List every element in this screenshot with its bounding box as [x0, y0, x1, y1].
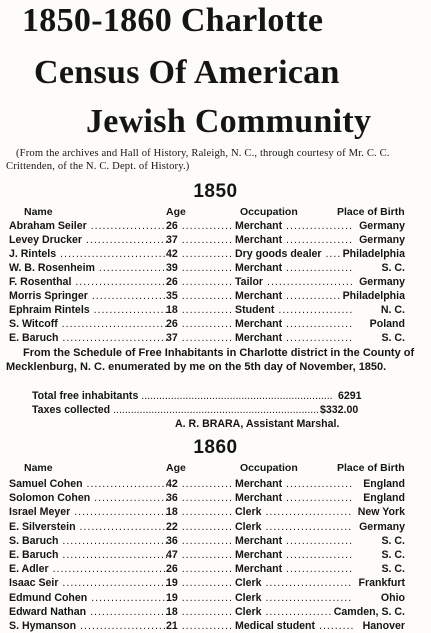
table-row — [0, 219, 431, 233]
headline-line-1: 1850-1860 Charlotte — [22, 2, 324, 39]
table-row — [0, 275, 431, 289]
table-row — [0, 491, 431, 505]
row-name: Edmund Cohen ..... — [9, 591, 167, 605]
row-birthplace: Frankfurt — [358, 577, 405, 590]
row-occupation: Merchant ..... — [235, 261, 353, 275]
row-occupation: Student ..... — [235, 303, 353, 317]
row-age: 47 ..... — [166, 548, 232, 562]
row-name: Solomon Cohen ..... — [9, 491, 167, 505]
row-occupation: Merchant ..... — [235, 491, 353, 505]
row-occupation: Merchant ..... — [235, 477, 353, 491]
taxes-label: Taxes collected ..... — [32, 404, 332, 416]
row-occupation: Merchant ..... — [235, 289, 353, 303]
row-birthplace: S. C. — [381, 332, 405, 344]
table-row — [0, 591, 431, 605]
row-age: 42 ..... — [166, 247, 232, 261]
row-age: 35 ..... — [166, 289, 232, 303]
col-age: Age — [166, 206, 186, 218]
row-occupation: Dry goods dealer ..... — [235, 247, 353, 261]
row-age: 18 ..... — [166, 505, 232, 519]
row-birthplace: N. C. — [380, 304, 405, 316]
row-age: 26 ..... — [166, 317, 232, 331]
table-row — [0, 289, 431, 303]
row-age: 36 ..... — [166, 491, 232, 505]
row-name: S. Hymanson ..... — [9, 619, 167, 633]
row-age: 36 ..... — [166, 534, 232, 548]
row-name: S. Witcoff ..... — [9, 317, 167, 331]
total-inhabitants-line — [0, 390, 431, 404]
row-name: J. Rintels ..... — [9, 247, 167, 261]
row-occupation: Merchant ..... — [235, 562, 353, 576]
row-name: E. Baruch ..... — [9, 331, 167, 345]
row-birthplace: England — [363, 478, 405, 490]
table-row — [0, 605, 431, 619]
source-note: (From the archives and Hall of History, Raleigh, N. C., through courtesy of Mr. C. C. Crittenden, of the N. C. Dept. of History.) — [6, 148, 390, 172]
table-row — [0, 562, 431, 576]
row-occupation: Merchant ..... — [235, 233, 353, 247]
row-occupation: Merchant ..... — [235, 548, 353, 562]
col-name: Name — [24, 462, 53, 474]
row-birthplace: Poland — [369, 318, 405, 330]
row-name: E. Silverstein ..... — [9, 520, 167, 534]
row-age: 18 ..... — [166, 605, 232, 619]
year-heading-1850: 1850 — [193, 181, 238, 202]
row-age: 18 ..... — [166, 303, 232, 317]
row-birthplace: New York — [357, 506, 405, 519]
row-name: Edward Nathan ..... — [9, 605, 167, 619]
table-row — [0, 317, 431, 331]
row-name: E. Adler ..... — [9, 562, 167, 576]
row-birthplace: Philadelphia — [342, 248, 405, 260]
col-occupation: Occupation — [240, 462, 298, 474]
row-age: 39 ..... — [166, 261, 232, 275]
row-birthplace: Philadelphia — [342, 290, 405, 302]
row-birthplace: Germany — [359, 520, 405, 533]
row-age: 26 ..... — [166, 219, 232, 233]
table-row — [0, 303, 431, 317]
row-name: Israel Meyer ..... — [9, 505, 167, 519]
row-age: 37 ..... — [166, 233, 232, 247]
row-occupation: Merchant ..... — [235, 317, 353, 331]
col-birthplace: Place of Birth — [337, 206, 405, 218]
row-name: Samuel Cohen ..... — [9, 477, 167, 491]
row-occupation: Tailor ..... — [235, 275, 353, 289]
row-occupation: Clerk ..... — [235, 605, 353, 619]
row-age: 19 ..... — [166, 591, 232, 605]
column-headers-1860 — [0, 462, 431, 475]
table-row — [0, 520, 431, 534]
row-birthplace: Germany — [359, 276, 405, 288]
row-occupation: Merchant ..... — [235, 331, 353, 345]
row-name: Ephraim Rintels ..... — [9, 303, 167, 317]
row-birthplace: S. C. — [381, 563, 405, 576]
row-age: 19 ..... — [166, 576, 232, 590]
row-name: W. B. Rosenheim ..... — [9, 261, 167, 275]
table-row — [0, 331, 431, 345]
row-occupation: Merchant ..... — [235, 219, 353, 233]
col-age: Age — [166, 462, 186, 474]
taxes-line — [0, 404, 431, 418]
row-occupation: Clerk ..... — [235, 520, 353, 534]
row-birthplace: Germany — [359, 234, 405, 246]
row-age: 42 ..... — [166, 477, 232, 491]
row-birthplace: S. C. — [381, 534, 405, 547]
row-name: Isaac Seir ..... — [9, 576, 167, 590]
col-occupation: Occupation — [240, 206, 298, 218]
row-name: S. Baruch ..... — [9, 534, 167, 548]
row-name: F. Rosenthal ..... — [9, 275, 167, 289]
row-birthplace: England — [363, 492, 405, 505]
table-row — [0, 505, 431, 519]
total-value: 6291 — [338, 390, 362, 402]
table-row — [0, 233, 431, 247]
row-name: Abraham Seiler ..... — [9, 219, 167, 233]
col-name: Name — [24, 206, 53, 218]
row-age: 26 ..... — [166, 275, 232, 289]
row-birthplace: Ohio — [380, 591, 405, 604]
row-age: 22 ..... — [166, 520, 232, 534]
row-occupation: Merchant ..... — [235, 534, 353, 548]
row-age: 26 ..... — [166, 562, 232, 576]
row-name: E. Baruch ..... — [9, 548, 167, 562]
row-birthplace: Hanover — [362, 620, 405, 632]
headline-line-2: Census Of American — [34, 54, 340, 91]
row-age: 21 ..... — [166, 619, 232, 633]
total-label: Total free inhabitants ..... — [32, 390, 332, 402]
row-occupation: Medical student ..... — [235, 619, 353, 633]
table-row — [0, 548, 431, 562]
row-occupation: Clerk ..... — [235, 591, 353, 605]
table-row — [0, 261, 431, 275]
row-birthplace: S. C. — [381, 262, 405, 274]
headline-line-3: Jewish Community — [86, 103, 372, 140]
row-occupation: Clerk ..... — [235, 576, 353, 590]
row-name: Levey Drucker ..... — [9, 233, 167, 247]
year-heading-1860: 1860 — [193, 437, 238, 458]
table-row — [0, 576, 431, 590]
row-birthplace: S. C. — [381, 549, 405, 561]
table-row — [0, 247, 431, 261]
row-name: Morris Springer ..... — [9, 289, 167, 303]
table-row — [0, 534, 431, 548]
table-row — [0, 619, 431, 633]
taxes-value: $332.00 — [320, 404, 359, 416]
row-birthplace: Camden, S. C. — [333, 605, 405, 618]
signature: A. R. BRARA, Assistant Marshal. — [175, 418, 340, 430]
schedule-note: From the Schedule of Free Inhabitants in Charlotte district in the County of Mecklenburg, N. C. enumerated by me on the 5th day of November, 1850. — [6, 347, 415, 373]
row-birthplace: Germany — [359, 220, 405, 232]
row-occupation: Clerk ..... — [235, 505, 353, 519]
col-birthplace: Place of Birth — [337, 462, 405, 474]
table-row — [0, 477, 431, 491]
row-age: 37 ..... — [166, 331, 232, 345]
column-headers-1850 — [0, 206, 431, 219]
